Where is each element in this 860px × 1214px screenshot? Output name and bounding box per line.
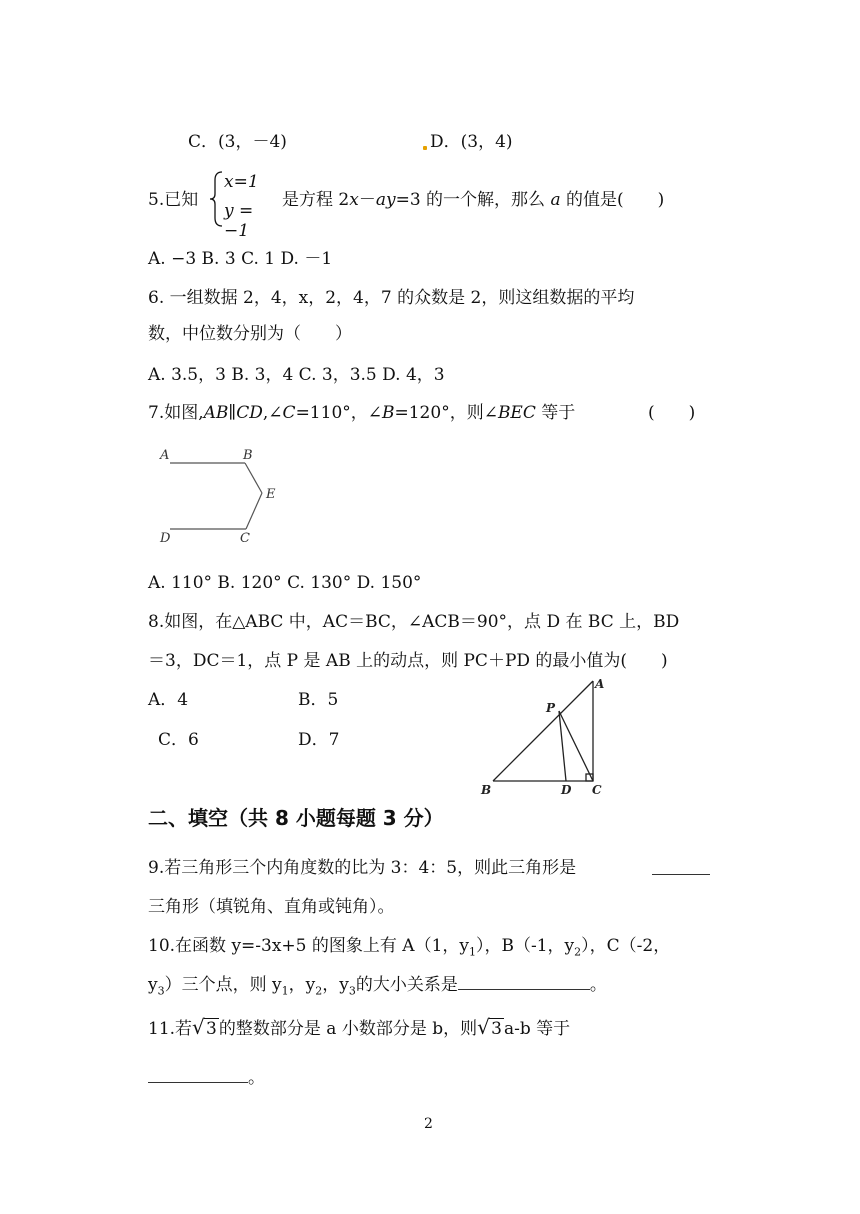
q5-statement: 是方程 2x－ay=3 的一个解，那么 a 的值是( ) bbox=[282, 190, 665, 210]
q10-line2: $y_3$）三个点，则 $y_1$，$y_2$，$y_3$的大小关系是 。 bbox=[148, 975, 607, 998]
q7-answer-paren: ( ) bbox=[648, 403, 696, 423]
segment-pc bbox=[559, 711, 593, 781]
label-a: A bbox=[160, 448, 170, 463]
q8-option-d: D．7 bbox=[298, 730, 340, 750]
q6-line2: 数，中位数分别为（ ） bbox=[148, 324, 352, 344]
q6-line1: 6. 一组数据 2，4，x，2，4，7 的众数是 2，则这组数据的平均 bbox=[148, 288, 635, 308]
q8-figure bbox=[475, 670, 615, 800]
sqrt-3: √ 3 bbox=[477, 1015, 502, 1039]
page-number: 2 bbox=[424, 1116, 433, 1132]
highlight-mark bbox=[423, 146, 427, 150]
q10-answer-blank[interactable] bbox=[458, 973, 590, 990]
q9-answer-blank[interactable] bbox=[652, 858, 710, 875]
q8-option-a: A．4 bbox=[148, 690, 189, 710]
label-a: A bbox=[595, 677, 605, 691]
q5-eq2: y = −1 bbox=[224, 201, 254, 241]
q5-eq1: x=1 bbox=[224, 172, 259, 192]
label-e: E bbox=[266, 487, 276, 502]
q9-line1: 9.若三角形三个内角度数的比为 3：4：5，则此三角形是 bbox=[148, 858, 577, 878]
q11-answer-blank[interactable] bbox=[148, 1066, 248, 1083]
q7-options: A. 110° B. 120° C. 130° D. 150° bbox=[148, 573, 422, 593]
label-b: B bbox=[243, 448, 253, 463]
q9-line2: 三角形（填锐角、直角或钝角）。 bbox=[148, 897, 395, 917]
label-p: P bbox=[546, 701, 556, 715]
q6-options: A. 3.5，3 B. 3，4 C. 3，3.5 D. 4，3 bbox=[148, 365, 445, 385]
q7-figure bbox=[150, 440, 290, 550]
q5-options: A. −3 B. 3 C. 1 D. －1 bbox=[148, 249, 333, 269]
q5-prefix: 5.已知 bbox=[148, 190, 199, 210]
q5-equation-system bbox=[208, 170, 280, 241]
q11-question: 11.若 √ 3 的整数部分是 a 小数部分是 b，则 √ 3 a-b 等于 bbox=[148, 1015, 571, 1039]
q10-line1: 10.在函数 y=-3x+5 的图象上有 A（1，$y_1$），B（-1，$y_2$），C（-2， bbox=[148, 936, 671, 959]
label-b: B bbox=[481, 783, 492, 797]
label-d: D bbox=[160, 531, 171, 546]
q4-option-c: C．(3，－4) bbox=[188, 132, 287, 152]
q7-question: 7.如图,AB∥CD,∠C=110°，∠B=120°，则∠BEC 等于 bbox=[148, 403, 576, 423]
label-c: C bbox=[592, 783, 602, 797]
side-ab bbox=[493, 681, 593, 781]
label-c: C bbox=[240, 531, 250, 546]
q4-option-d: D．(3，4) bbox=[430, 132, 513, 152]
line-be bbox=[245, 463, 262, 493]
q8-option-c: C．6 bbox=[158, 730, 199, 750]
sqrt-3: √ 3 bbox=[192, 1015, 217, 1039]
q11-answer-line: 。 bbox=[148, 1066, 265, 1089]
q8-option-b: B．5 bbox=[298, 690, 339, 710]
label-d: D bbox=[561, 783, 572, 797]
section-2-title: 二、填空（共 8 小题每题 3 分） bbox=[148, 806, 444, 830]
q8-line2: ＝3，DC＝1，点 P 是 AB 上的动点，则 PC＋PD 的最小值为( ) bbox=[148, 651, 668, 671]
line-ec bbox=[246, 493, 262, 529]
segment-pd bbox=[559, 711, 566, 781]
q8-line1: 8.如图，在△ABC 中，AC＝BC，∠ACB＝90°，点 D 在 BC 上，BD bbox=[148, 612, 680, 632]
